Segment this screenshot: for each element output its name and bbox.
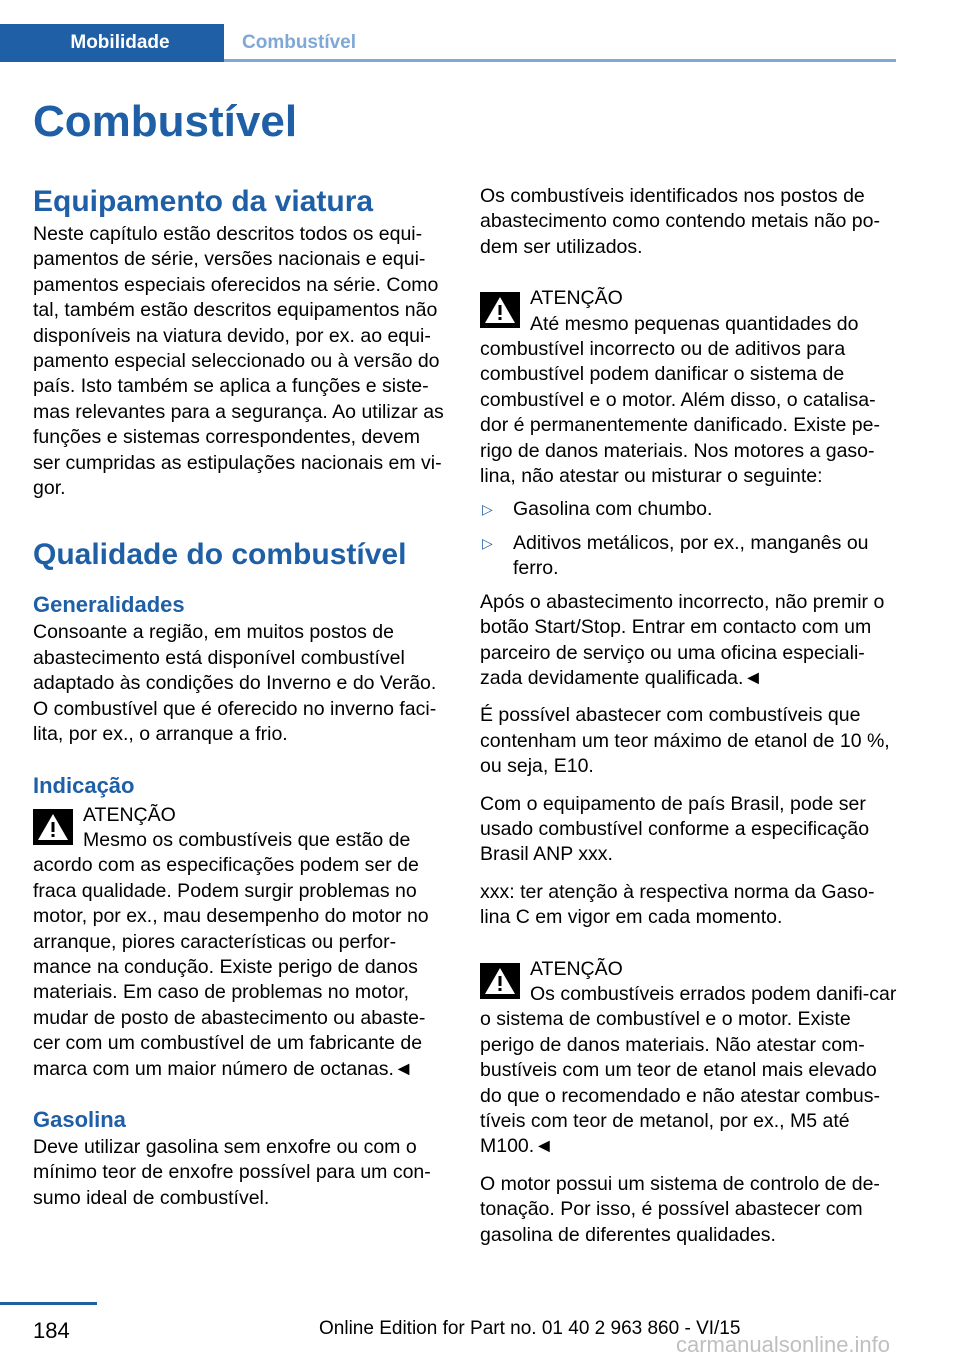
warning-block-1 <box>33 801 451 1082</box>
triangle-bullet-icon: ▷ <box>482 534 493 551</box>
left-column <box>33 184 451 1211</box>
metais-text: Os combustíveis identificados nos postos de abastecimento como contendo metais não po-dem ser utilizados. <box>480 185 880 258</box>
section-heading-qualidade: Qualidade do combustível <box>33 538 407 572</box>
header-tab-mobilidade-label: Mobilidade <box>70 32 170 53</box>
header-divider <box>224 59 896 62</box>
warning-icon <box>480 292 520 328</box>
subheading-indicacao: Indicação <box>33 772 135 798</box>
section-heading-equipamento: Equipamento da viatura <box>33 185 374 218</box>
warning-text: Até mesmo pequenas quantidades do combustível incorrecto ou de aditivos para combustível podem danificar o sistema de combustível e o motor. Além disso, o catalisa-dor é permanentemente danificado. Existe pe-rigo de danos materiais. Nos motores a gaso-lina, não atestar ou misturar o seguinte: <box>480 312 880 488</box>
brasil-text: Com o equipamento de país Brasil, pode ser usado combustível conforme a especificação Brasil ANP xxx. <box>480 792 870 866</box>
warning-icon <box>480 963 520 999</box>
online-edition-text: Online Edition for Part no. 01 40 2 963 860 - VI/15 <box>319 1318 741 1339</box>
xxx-text: xxx: ter atenção à respectiva norma da Gaso-lina C em vigor em cada momento. <box>480 880 875 929</box>
warning-title: ATENÇÃO <box>83 803 176 826</box>
equipamento-text: Neste capítulo estão descritos todos os equi-pamentos de série, versões nacionais e equi-pamentos especiais oferecidos na série. Como tal, também estão descritos equipamentos não disponíveis na viatura devido, por ex. ao equi-pamento especial seleccionado ou à versão do país. Isto também se aplica a funções e siste-mas relevantes para a segurança. Ao utilizar as funções e sistemas correspondentes, devem ser cumpridas as estipulações nacionais em vi-gor. <box>33 223 444 500</box>
warning-block-3 <box>480 955 898 1160</box>
list-item <box>480 531 898 582</box>
warning-title: ATENÇÃO <box>530 957 623 980</box>
header-tab-mobilidade[interactable] <box>0 24 224 62</box>
page-title: Combustível <box>33 97 298 146</box>
etanol-text: É possível abastecer com combustíveis que contenham um teor máximo de etanol de 10 %, ou seja, E10. <box>480 704 890 778</box>
subheading-generalidades: Generalidades <box>33 592 185 618</box>
list-item <box>480 497 898 522</box>
subheading-gasolina: Gasolina <box>33 1106 126 1132</box>
warning-text: Mesmo os combustíveis que estão de acordo com as especificações podem ser de fraca qualidade. Podem surgir problemas no motor, por ex., mau desempenho do motor no arranque, piores características ou perfor-mance na condução. Existe perigo de danos materiais. Em caso de problemas no motor, mudar de posto de abastecimento ou abaste-cer com um combustível de um fabricante de marca com um maior número de octanas.◄ <box>33 828 429 1080</box>
triangle-bullet-icon: ▷ <box>482 501 493 518</box>
warning-block-2 <box>480 284 898 489</box>
gasolina-text: Deve utilizar gasolina sem enxofre ou com o mínimo teor de enxofre possível para um con-sumo ideal de combustível. <box>33 1135 431 1209</box>
list-item-text: Aditivos metálicos, por ex., manganês ou ferro. <box>513 531 869 580</box>
page-number: 184 <box>33 1318 70 1343</box>
warning-icon <box>33 809 73 845</box>
header-tab-combustivel-label: Combustível <box>242 32 357 53</box>
header-tab-combustivel[interactable] <box>242 24 356 62</box>
bullet-list <box>480 497 898 581</box>
footer-divider <box>0 1302 97 1305</box>
after-list-text: Após o abastecimento incorrecto, não premir o botão Start/Stop. Entrar em contacto com um parceiro de serviço ou uma oficina especiali-zada devidamente qualificada.◄ <box>480 590 885 689</box>
page-header <box>0 0 960 62</box>
warning-text: Os combustíveis errados podem danifi-car o sistema de combustível e o motor. Existe perigo de danos materiais. Não atestar com-bustíveis com um teor de etanol mais elevado do que o recomendado e não atestar combus-tíveis com teor de metanol, por ex., M5 até M100.◄ <box>480 982 897 1158</box>
generalidades-text: Consoante a região, em muitos postos de abastecimento está disponível combustível adaptado às condições do Inverno e do Verão. O combustível que é oferecido no inverno faci-lita, por ex., o arranque a frio. <box>33 621 437 746</box>
list-item-text: Gasolina com chumbo. <box>513 498 713 521</box>
warning-title: ATENÇÃO <box>530 287 623 310</box>
detonacao-text: O motor possui um sistema de controlo de de-tonação. Por isso, é possível abastecer com gasolina de diferentes qualidades. <box>480 1172 880 1246</box>
watermark-text: carmanualsonline.info <box>676 1332 891 1357</box>
right-column <box>480 184 898 1248</box>
